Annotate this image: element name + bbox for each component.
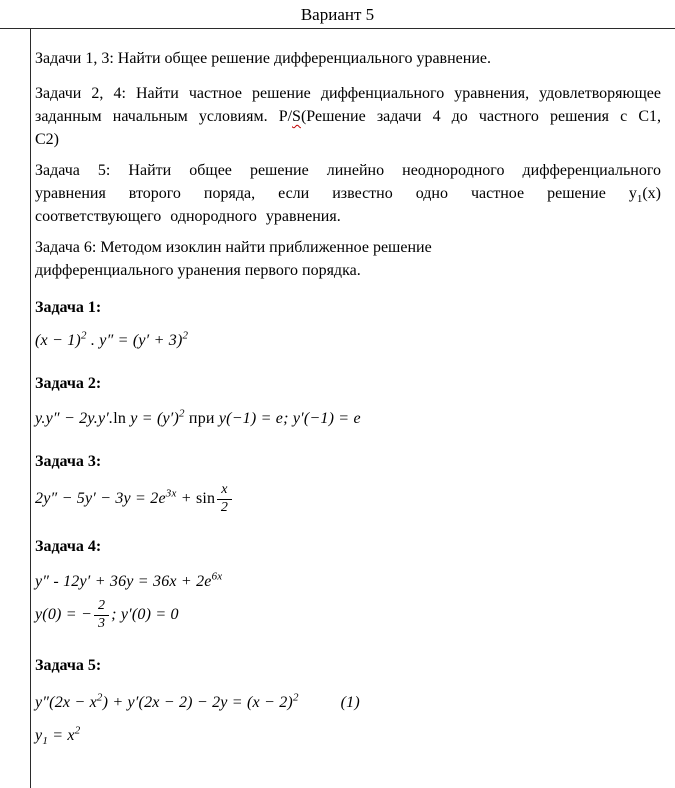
fraction-numerator: x bbox=[217, 483, 231, 500]
task-1-heading: Задача 1: bbox=[35, 299, 102, 316]
fraction-numerator: 2 bbox=[94, 599, 109, 616]
superscript: 2 bbox=[179, 407, 185, 420]
text-column bbox=[30, 29, 675, 788]
task-4-formula-line-1 bbox=[35, 570, 661, 593]
formula-text: (x − 1) bbox=[35, 332, 81, 349]
formula-text: + bbox=[176, 489, 196, 507]
formula-text: 2y″ − 5y′ − 3y = 2e bbox=[35, 489, 166, 507]
fraction-denominator: 3 bbox=[97, 616, 106, 632]
formula-text: при bbox=[184, 410, 219, 427]
subscript: 1 bbox=[42, 734, 49, 747]
function-name: sin bbox=[195, 489, 216, 507]
superscript: 2 bbox=[96, 691, 103, 704]
paragraph-text: дифференциального уранения первого порядка. bbox=[35, 262, 361, 279]
formula-text: y″ - 12y′ + 36y = 36x + 2e bbox=[35, 573, 212, 591]
formula-text: y.y″ − 2y.y′. bbox=[35, 410, 114, 427]
subscript: 1 bbox=[636, 193, 643, 206]
task-3-formula bbox=[35, 483, 661, 515]
task-1-formula bbox=[35, 329, 661, 352]
task-5-formula-line-2 bbox=[35, 724, 661, 747]
paragraph-text: (x) соответствующего однородного уравнения. bbox=[35, 185, 661, 225]
fraction bbox=[94, 599, 109, 631]
paragraph-text: Задача 6: Методом изоклин найти приближенное решение bbox=[35, 239, 432, 256]
superscript: 2 bbox=[74, 724, 81, 737]
fraction-denominator: 2 bbox=[220, 499, 229, 515]
superscript: 2 bbox=[182, 329, 189, 342]
task-4-heading: Задача 4: bbox=[35, 538, 102, 556]
instructions-paragraph-4 bbox=[35, 236, 661, 282]
superscript: 2 bbox=[80, 329, 87, 342]
paragraph-text: Задача 5: Найти общее решение линейно неоднородного дифференциального уравнения второго поряда, если известно одно частное решение y bbox=[35, 162, 661, 202]
fraction bbox=[217, 483, 231, 515]
function-name: ln bbox=[113, 410, 127, 427]
formula-text: . y″ = (y′ + 3) bbox=[86, 332, 183, 349]
spellcheck-marked-text: S bbox=[292, 108, 301, 125]
page-title: Вариант 5 bbox=[300, 5, 375, 24]
task-2-heading: Задача 2: bbox=[35, 375, 102, 392]
formula-text: ) + y′(2x − 2) − 2y = (x − 2) bbox=[102, 693, 293, 711]
task-5-heading: Задача 5: bbox=[35, 656, 102, 674]
instructions-paragraph-3 bbox=[35, 159, 661, 228]
superscript: 6x bbox=[211, 571, 223, 584]
superscript: 3x bbox=[165, 487, 177, 500]
equation-number: (1) bbox=[340, 693, 360, 711]
formula-text: y(0) = − bbox=[35, 606, 92, 624]
formula-text: y(−1) = e; y′(−1) = e bbox=[218, 410, 361, 427]
instructions-paragraph-1: Задачи 1, 3: Найти общее решение дифференциального уравнение. bbox=[35, 50, 491, 67]
paragraph-text: (Решение задачи 4 до частного решения с С1, С2) bbox=[35, 108, 661, 148]
formula-text: y bbox=[35, 726, 43, 744]
formula-text: y = (y′) bbox=[126, 410, 180, 427]
formula-text: ; y′(0) = 0 bbox=[111, 606, 179, 624]
instructions-paragraph-2 bbox=[35, 82, 661, 151]
task-5-formula-line-1 bbox=[35, 691, 661, 714]
text-boundary-frame bbox=[0, 28, 675, 788]
formula-text: y″(2x − x bbox=[35, 693, 97, 711]
superscript: 2 bbox=[292, 691, 299, 704]
formula-text: = x bbox=[48, 726, 75, 744]
task-3-heading: Задача 3: bbox=[35, 453, 102, 470]
paragraph-text: Задачи 2, 4: Найти частное решение диффенциального уравнения, удовлетворяющее заданным начальным условиям. P/ bbox=[35, 85, 661, 125]
task-2-formula bbox=[35, 407, 661, 430]
task-4-formula-line-2 bbox=[35, 599, 661, 631]
